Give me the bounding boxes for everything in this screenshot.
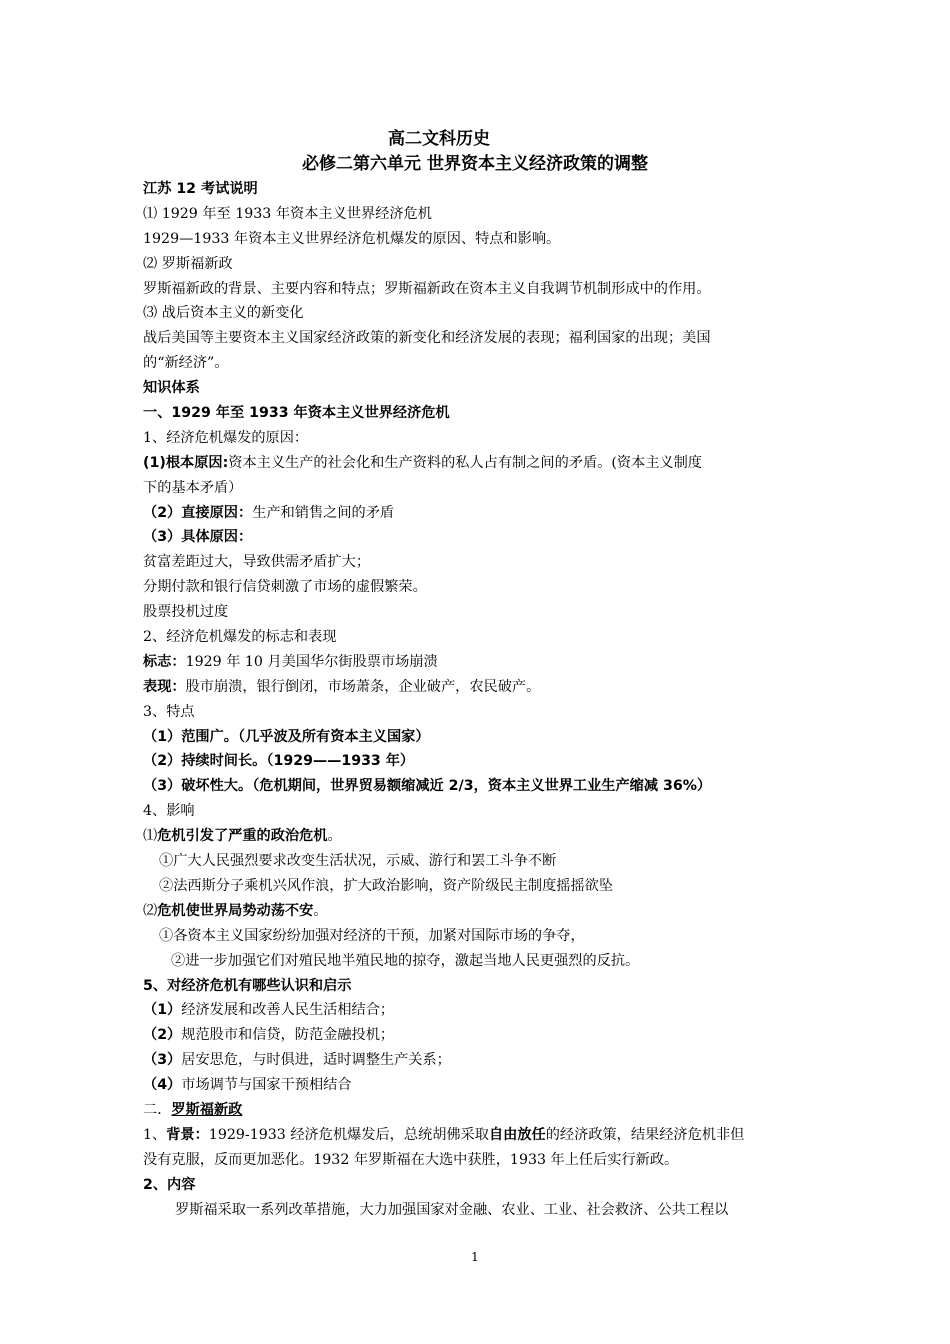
background-num: 1、 (143, 1126, 167, 1143)
lesson-title: 5、对经济危机有哪些认识和启示 (143, 977, 352, 994)
sign-label: 标志： (143, 653, 186, 670)
direct-cause-text: 生产和销售之间的矛盾 (252, 504, 395, 521)
feature-2: （2）持续时间长。（1929——1933 年） (143, 753, 415, 770)
sign-text: 1929 年 10 月美国华尔街股票市场崩溃 (185, 653, 438, 670)
background-text-c: 没有克服，反而更加恶化。1932 年罗斯福在大选中获胜，1933 年上任后实行新政。 (143, 1151, 679, 1168)
impact-2-num: ⑵ (143, 902, 158, 919)
impact-2b: ②进一步加强它们对殖民地半殖民地的掠夺，激起当地人民更强烈的反抗。 (171, 952, 640, 969)
exam-item-1-text: 1929—1933 年资本主义世界经济危机爆发的原因、特点和影响。 (143, 230, 561, 247)
direct-cause (143, 501, 813, 526)
background-row (143, 1123, 813, 1148)
specific-cause-1: 贫富差距过大，导致供需矛盾扩大； (143, 554, 371, 571)
feature-1: （1）范围广。（几乎波及所有资本主义国家） (143, 728, 430, 745)
background-text-bold: 自由放任 (488, 1126, 546, 1143)
show-row (143, 675, 813, 700)
root-cause-text-a: 资本主义生产的社会化和生产资料的私人占有制之间的矛盾。(资本主义制度 (228, 454, 702, 471)
section-2-num: 二． (143, 1101, 172, 1118)
impact-1 (143, 824, 813, 849)
page-number: 1 (471, 1250, 479, 1264)
background-label: 背景： (166, 1126, 209, 1143)
exam-item-2-text: 罗斯福新政的背景、主要内容和特点；罗斯福新政在资本主义自我调节机制形成中的作用。 (143, 280, 711, 297)
lesson-1-num: （1） (143, 1002, 182, 1019)
feature-3: （3）破坏性大。（危机期间，世界贸易额缩减近 2/3，资本主义世界工业生产缩减 36%） (143, 778, 712, 795)
impact-2-end: 。 (313, 902, 328, 919)
exam-item-3-text-b: 的“新经济”。 (143, 355, 229, 372)
lesson-2 (143, 1023, 813, 1048)
exam-item-2-title: ⑵ 罗斯福新政 (143, 255, 233, 272)
specific-cause-label: （3）具体原因： (143, 529, 253, 546)
impact-2 (143, 899, 813, 924)
lesson-1-text: 经济发展和改善人民生活相结合； (181, 1002, 395, 1019)
section-2-title: 罗斯福新政 (171, 1101, 243, 1118)
background-text-b: 的经济政策，结果经济危机非但 (545, 1126, 745, 1143)
causes-title: 1、经济危机爆发的原因： (143, 429, 309, 446)
impact-2a: ①各资本主义国家纷纷加强对经济的干预，加紧对国际市场的争夺， (159, 927, 585, 944)
page-subtitle: 必修二第六单元 世界资本主义经济政策的调整 (302, 154, 648, 174)
impact-1a: ①广大人民强烈要求改变生活状况，示威、游行和罢工斗争不断 (159, 853, 557, 870)
impact-title: 4、影响 (143, 803, 195, 820)
sign-row (143, 650, 813, 675)
exam-item-3-text-a: 战后美国等主要资本主义国家经济政策的新变化和经济发展的表现；福利国家的出现；美国 (143, 330, 711, 347)
lesson-2-text: 规范股市和信贷，防范金融投机； (181, 1027, 395, 1044)
root-cause (143, 451, 813, 476)
lesson-3-text: 居安思危，与时俱进，适时调整生产关系； (181, 1052, 451, 1069)
document-body (143, 177, 813, 1222)
specific-cause-2: 分期付款和银行信贷刺激了市场的虚假繁荣。 (143, 579, 427, 596)
lesson-3-num: （3） (143, 1052, 182, 1069)
show-label: 表现： (143, 678, 186, 695)
signs-title: 2、经济危机爆发的标志和表现 (143, 629, 337, 646)
impact-2-text: 危机使世界局势动荡不安 (157, 902, 314, 919)
exam-item-1-title: ⑴ 1929 年至 1933 年资本主义世界经济危机 (143, 205, 432, 222)
knowledge-heading: 知识体系 (143, 380, 200, 397)
impact-1-num: ⑴ (143, 828, 158, 845)
lesson-4 (143, 1073, 813, 1098)
page-title: 高二文科历史 (388, 129, 490, 149)
lesson-2-num: （2） (143, 1027, 182, 1044)
section-2-heading (143, 1098, 813, 1123)
root-cause-text-b: 下的基本矛盾） (143, 479, 243, 496)
show-text: 股市崩溃，银行倒闭，市场萧条，企业破产，农民破产。 (185, 678, 541, 695)
impact-1-text: 危机引发了严重的政治危机 (157, 828, 328, 845)
lesson-3 (143, 1048, 813, 1073)
exam-heading: 江苏 12 考试说明 (143, 181, 258, 197)
impact-1-end: 。 (327, 828, 342, 845)
background-text-a: 1929-1933 经济危机爆发后，总统胡佛采取 (208, 1126, 489, 1143)
section-1-title: 一、1929 年至 1933 年资本主义世界经济危机 (143, 405, 450, 422)
content-title: 2、内容 (143, 1176, 196, 1193)
specific-cause-3: 股票投机过度 (143, 604, 229, 621)
features-title: 3、特点 (143, 703, 195, 720)
exam-item-3-title: ⑶ 战后资本主义的新变化 (143, 305, 304, 322)
impact-1b: ②法西斯分子乘机兴风作浪，扩大政治影响，资产阶级民主制度摇摇欲坠 (159, 877, 614, 894)
root-cause-label: (1)根本原因: (143, 454, 229, 471)
direct-cause-label: （2）直接原因： (143, 504, 253, 521)
content-text: 罗斯福采取一系列改革措施，大力加强国家对金融、农业、工业、社会救济、公共工程以 (175, 1201, 729, 1218)
lesson-4-text: 市场调节与国家干预相结合 (181, 1077, 352, 1094)
lesson-1 (143, 998, 813, 1023)
lesson-4-num: （4） (143, 1077, 182, 1094)
